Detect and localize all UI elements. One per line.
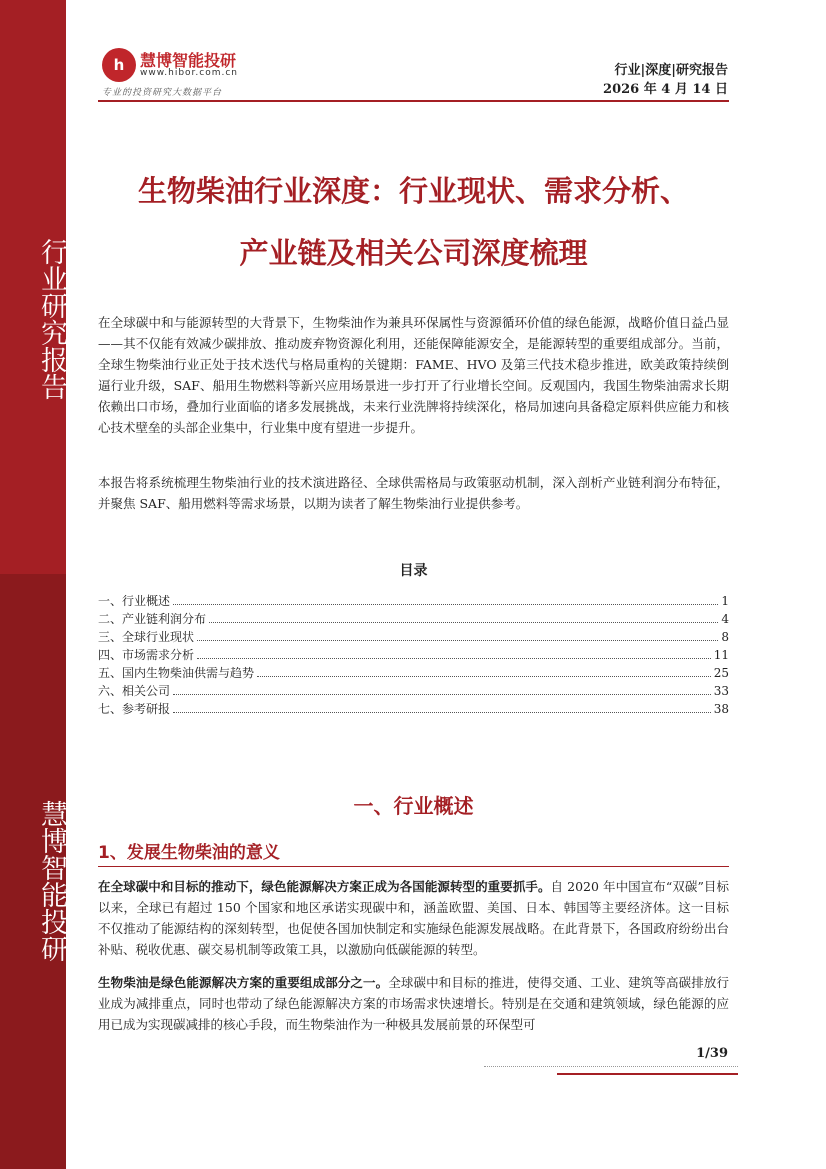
toc-entry-label: 六、相关公司 [98,684,171,698]
intro-paragraph-2: 本报告将系统梳理生物柴油行业的技术演进路径、全球供需格局与政策驱动机制，深入剖析产业链利润分布特征，并聚焦 SAF、船用燃料等需求场景，以期为读者了解生物柴油行业提供参考。 [98,475,729,511]
toc-entry[interactable] [98,628,729,646]
toc-entry-label: 五、国内生物柴油供需与趋势 [98,666,255,680]
body-paragraph-1-text: 自 2020 年中国宣布“双碳”目标以来，全球已有超过 150 个国家和地区承诺实现碳中和，涵盖欧盟、美国、日本、韩国等主要经济体。这一目标不仅推动了能源结构的深刻转型，也促使各国加快制定和实施绿色能源发展战略。在此背景下，各国政府纷纷出台补贴、税收优惠、碳交易机制等政策工具，以激励向低碳能源的转型。 [98,879,729,957]
toc-leader [173,592,718,605]
logo-name: 慧博智能投研 [140,51,237,70]
sidebar [0,0,66,1169]
toc-entry-page: 11 [713,648,729,662]
report-type: 行业|深度|研究报告 [614,63,728,78]
toc-entry[interactable] [98,592,729,610]
body-paragraph-2-text: 全球碳中和目标的推进，使得交通、工业、建筑等高碳排放行业成为减排重点，同时也带动了绿色能源解决方案的市场需求快速增长。特别是在交通和建筑领域，绿色能源的应用已成为实现碳减排的核心手段，而生物柴油作为一种极具发展前景的环保型可 [98,975,729,1032]
sidebar-label-report: 行业研究报告 [36,238,67,400]
toc-entry-label: 一、行业概述 [98,594,171,608]
toc-entry-page: 8 [721,630,729,644]
toc-title: 目录 [399,563,428,579]
toc-entry-page: 33 [713,684,729,698]
toc-leader [209,610,718,623]
intro-paragraph-1: 在全球碳中和与能源转型的大背景下，生物柴油作为兼具环保属性与资源循环价值的绿色能源，战略价值日益凸显——其不仅能有效减少碳排放、推动废弃物资源化利用，还能保障能源安全，是能源转型的重要组成部分。当前，全球生物柴油行业正处于技术迭代与格局重构的关键期：FAME、HVO 及第三代技术稳步推进，欧美政策持续倒逼行业升级，SAF、船用生物燃料等新兴应用场景进一步打开了行业增长空间。反观国内，我国生物柴油需求长期依赖出口市场，叠加行业面临的诸多发展挑战，未来行业洗牌将持续深化，格局加速向具备稳定原料供应能力和核心技术壁垒的头部企业集中，行业集中度有望进一步提升。 [98,315,729,435]
body-paragraph-2 [98,972,729,1035]
toc-entry[interactable] [98,700,729,718]
toc-leader [197,646,711,659]
body-paragraph-1 [98,876,729,960]
table-of-contents [98,592,729,718]
logo-mark-icon: h [102,48,136,82]
toc-entry-page: 4 [721,612,729,626]
toc-entry[interactable] [98,610,729,628]
toc-entry[interactable] [98,646,729,664]
toc-entry-label: 四、市场需求分析 [98,648,195,662]
toc-leader [173,700,711,713]
header-divider [98,100,729,102]
footer-accent-line [557,1073,738,1075]
logo-url: www.hibor.com.cn [140,68,239,78]
toc-leader [197,628,718,641]
subsection-heading: 1、发展生物柴油的意义 [98,843,280,863]
brand-logo [102,48,262,100]
toc-entry[interactable] [98,682,729,700]
body-paragraph-2-lead: 生物柴油是绿色能源解决方案的重要组成部分之一。 [98,975,389,990]
toc-entry-label: 七、参考研报 [98,702,171,716]
footer-dotted-line [484,1066,738,1067]
sidebar-label-brand: 慧博智能投研 [36,800,67,962]
page-number: 1/39 [696,1046,728,1061]
report-title-line2: 产业链及相关公司深度梳理 [239,236,588,270]
report-title [98,160,729,284]
subsection-divider [98,866,729,867]
toc-entry-label: 二、产业链利润分布 [98,612,207,626]
logo-slogan: 专业的投资研究大数据平台 [102,88,223,98]
toc-entry-page: 1 [721,594,729,608]
report-title-line1: 生物柴油行业深度：行业现状、需求分析、 [137,174,689,208]
toc-entry[interactable] [98,664,729,682]
toc-entry-page: 25 [713,666,729,680]
report-date: 2026 年 4 月 14 日 [603,82,728,97]
toc-leader [257,664,711,677]
section-heading: 一、行业概述 [353,794,474,818]
toc-entry-page: 38 [713,702,729,716]
body-paragraph-1-lead: 在全球碳中和目标的推动下，绿色能源解决方案正成为各国能源转型的重要抓手。 [98,879,551,894]
toc-leader [173,682,711,695]
toc-entry-label: 三、全球行业现状 [98,630,195,644]
